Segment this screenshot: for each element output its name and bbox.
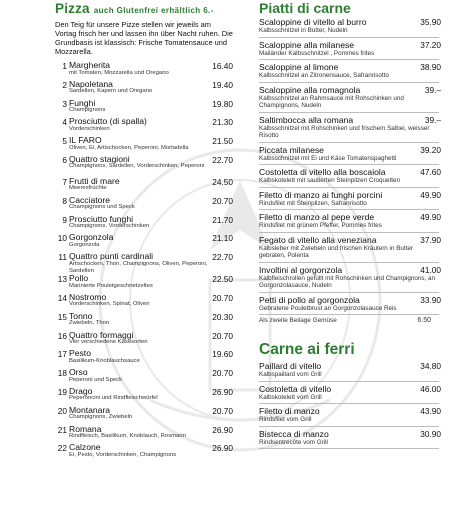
pizza-number: 11: [58, 252, 67, 263]
pizza-item: [55, 79, 233, 98]
pizza-name: Quattro punti cardinali: [69, 251, 154, 262]
pizza-name: Quattro stagioni: [69, 153, 130, 164]
meat-dish-description: Kalbsschnitzel an Rahmsauce mit Rohschinken und Champignons, Nudeln: [259, 94, 404, 109]
meat-dish-price: 39.–: [424, 84, 441, 95]
pizza-description: Artischocken, Thon, Champignons, Oliven, Peperoni, Sardellen: [69, 260, 208, 274]
pizza-price: 22.50: [212, 274, 233, 285]
pizza-description: Peperoni und Speck: [69, 376, 123, 383]
pizza-price: 20.70: [212, 195, 233, 206]
pizza-number: 8: [62, 195, 67, 206]
grill-dish-name: Bistecca di manzo: [259, 428, 329, 439]
pizza-name: Quattro formaggi: [69, 329, 134, 340]
pizza-item: [55, 386, 233, 405]
pizza-item: [55, 251, 233, 273]
pizza-number: 6: [62, 154, 67, 165]
pizza-description: Sardellen, Kapern und Oregano: [69, 88, 153, 95]
pizza-price: 22.70: [212, 154, 233, 165]
pizza-description: Vorderschinken, Spinat, Oliven: [69, 301, 150, 308]
meat-dish-price: 38.90: [420, 62, 441, 72]
pizza-name: Pesto: [69, 348, 91, 359]
pizza-description: Champignons, Zwiebeln: [69, 414, 133, 421]
pizza-number: 2: [62, 79, 67, 90]
meat-dish-description: Gebratene Pouletbrust an Gorgonzolasauce Reis: [259, 304, 397, 312]
pizza-name: Funghi: [69, 97, 96, 108]
divider-line: [259, 164, 439, 165]
pizza-price: 21.30: [212, 117, 233, 128]
meat-dish: [259, 212, 439, 233]
meat-dish: [259, 265, 439, 293]
pizza-number: 21: [57, 424, 67, 435]
pizza-title: Pizza: [55, 1, 90, 16]
meat-dish-description: Kalbsschnitzel an Zitronensauce, Safranrisotto: [259, 72, 389, 79]
pizza-subtitle: auch Glutenfrei erhältlich 6.-: [93, 6, 214, 15]
meat-dish: [259, 295, 439, 316]
pizza-number: 5: [62, 136, 67, 147]
pizza-number: 7: [62, 176, 67, 187]
meat-dish-price: 33.90: [420, 294, 441, 305]
meat-dish-description: Mailänder Kalbsschnitzel , Pommes frites: [259, 49, 375, 57]
pizza-item: [55, 232, 233, 251]
pizza-price: 26.90: [212, 443, 233, 454]
pizza-name: Prosciutto funghi: [69, 213, 134, 224]
pizza-price: 20.30: [212, 311, 233, 322]
pizza-column: [55, 0, 233, 461]
pizza-item: [55, 273, 233, 292]
grill-dish-description: Rindsfilet vom Grill: [259, 416, 312, 423]
divider-line: [259, 314, 439, 315]
grill-dish-description: Kalbspaillard vom Grill: [259, 371, 322, 378]
pizza-description: Marinierte Pouletgeschnetzeltes: [69, 282, 153, 289]
pizza-name: Margherita: [69, 60, 111, 70]
extra-side-price: 6.50: [417, 317, 431, 324]
divider-line: [259, 142, 439, 143]
pizza-name: IL FARO: [69, 135, 102, 146]
grill-dish-description: Rindsentrecôte vom Grill: [259, 438, 328, 446]
pizza-price: 21.70: [212, 214, 233, 225]
meat-dish-name: Scaloppine al limone: [259, 62, 339, 72]
pizza-name: Calzone: [69, 442, 101, 453]
pizza-description: Champignons: [69, 107, 106, 114]
meat-dish: [259, 85, 439, 113]
pizza-heading: [55, 1, 233, 18]
divider-line: [259, 262, 439, 263]
meat-dish-description: Kalbsschnitzel in Butter, Nudeln: [259, 27, 348, 34]
meat-dish: [259, 62, 439, 83]
grill-dish-name: Paillard di vitello: [259, 361, 322, 371]
meat-dish-description: Rindsfilet mit grünem Pfeffer, Pommes frites: [259, 222, 382, 229]
meat-dish-name: Saltimbocca alla romana: [259, 114, 354, 125]
pizza-description: Rindfleisch, Basilikum, Knoblauch, Rosmarin: [69, 433, 186, 440]
pizza-price: 20.70: [212, 292, 233, 303]
piatti-list: [259, 17, 439, 315]
meat-dish-price: 39.–: [424, 114, 441, 125]
divider-line: [259, 381, 439, 382]
pizza-description: Meeresfrüchte: [69, 185, 107, 192]
pizza-number: 10: [57, 233, 67, 244]
divider-line: [259, 426, 439, 427]
pizza-name: Romana: [69, 423, 102, 434]
pizza-price: 20.70: [212, 405, 233, 416]
meat-dish-price: 39.20: [420, 144, 441, 155]
grill-dish-price: 43.90: [420, 406, 441, 416]
pizza-item: [55, 311, 233, 330]
pizza-price: 19.80: [212, 98, 233, 109]
meat-dish-name: Filetto di manzo al pepe verde: [259, 212, 375, 222]
pizza-name: Tonno: [69, 310, 93, 321]
pizza-description: Zwiebeln, Thon: [69, 320, 110, 327]
pizza-number: 22: [57, 443, 67, 454]
meat-dish-description: Kalbsschnitzel mit Ei und Käse Tomatenspaghetti: [259, 154, 397, 162]
meat-dish-price: 37.90: [420, 234, 441, 245]
grill-dish-price: 30.90: [420, 428, 441, 439]
pizza-number: 1: [62, 61, 67, 71]
pizza-name: Prosciutto (di spalla): [69, 116, 147, 127]
pizza-name: Nostromo: [69, 291, 107, 302]
meat-dish-description: Rindsfilet mit Steinpilzen, Safranrisotto: [259, 199, 367, 207]
pizza-item: [55, 60, 233, 79]
pizza-number: 4: [62, 117, 67, 128]
pizza-number: 13: [57, 274, 67, 285]
pizza-item: [55, 154, 233, 176]
pizza-number: 17: [57, 349, 67, 360]
divider-line: [259, 292, 439, 293]
pizza-name: Montanara: [69, 404, 111, 415]
pizza-item: [55, 405, 233, 424]
meat-dish: [259, 40, 439, 61]
pizza-name: Cacciatore: [69, 194, 111, 205]
carne-list: [259, 361, 439, 449]
pizza-description: Vorderschinken: [69, 125, 110, 132]
pizza-item: [55, 442, 233, 461]
pizza-name: Gorgonzola: [69, 232, 114, 243]
meat-dish-name: Scaloppine alla romagnola: [259, 84, 361, 95]
divider-line: [259, 403, 439, 404]
pizza-number: 20: [57, 405, 67, 416]
pizza-price: 22.70: [212, 252, 233, 263]
pizza-price: 21.10: [212, 233, 233, 244]
divider-line: [259, 59, 439, 60]
pizza-description: Basilikum-Knoblauchsauce: [69, 357, 140, 364]
meat-dish-description: Kalbsschnitzel mit Rohschinken und frischem Salbei, weisser Risotto: [259, 124, 430, 139]
pizza-name: Frutti di mare: [69, 175, 120, 186]
meat-dish-description: Kalbskotelett mit sautierten Steinpilzen Croquetten: [259, 177, 401, 184]
pizza-price: 19.40: [212, 79, 233, 90]
pizza-price: 20.70: [212, 330, 233, 341]
pizza-description: Ei, Pesto, Vorderschinken, Champignons: [69, 451, 177, 458]
meat-dish-name: Scaloppine di vitello al burro: [259, 17, 367, 27]
pizza-item: [55, 195, 233, 214]
pizza-price: 26.90: [212, 424, 233, 435]
pizza-price: 19.60: [212, 349, 233, 360]
grill-dish-name: Costoletta di vitello: [259, 383, 332, 394]
pizza-item: [55, 424, 233, 443]
pizza-intro: Den Teig für unsere Pizze stellen wir jeweils am Vortag frisch her und lassen ihn über Nacht ruhen. Die Grundbasis ist klassisch: Frische Tomatensauce und Mozzarella.: [55, 20, 233, 56]
divider-line: [259, 187, 439, 188]
pizza-item: [55, 292, 233, 311]
pizza-description: Vier verschiedene Käsesorten: [69, 339, 148, 346]
pizza-list: [55, 60, 233, 461]
meat-dish-price: 37.20: [420, 39, 441, 50]
pizza-description: Champignons und Speck: [69, 204, 135, 211]
meat-dish: [259, 235, 439, 263]
meat-dish-description: Kalbfleischrollen gefüllt mit Rohschinken und Champignons, an Gorgonzolasauce, Nudeln: [259, 274, 436, 289]
pizza-price: 24.50: [212, 176, 233, 187]
divider-line: [259, 82, 439, 83]
divider-line: [259, 448, 439, 449]
pizza-item: [55, 116, 233, 135]
meat-dish-description: Kalbsleber mit Zwiebeln und frischen Kräutern in Butter gebraten, Polenta: [259, 244, 414, 259]
meat-dish: [259, 190, 439, 211]
pizza-number: 16: [57, 330, 67, 341]
pizza-description: Gorgonzola: [69, 241, 100, 248]
meat-dish-name: Costoletta di vitello alla boscaiola: [259, 167, 386, 177]
pizza-description: mit Tomaten, Mozzarella und Oregano: [69, 69, 169, 76]
divider-line: [259, 37, 439, 38]
pizza-price: 21.50: [212, 136, 233, 147]
pizza-item: [55, 176, 233, 195]
meat-dish-price: 49.90: [420, 189, 441, 200]
pizza-number: 19: [57, 386, 67, 397]
pizza-number: 14: [57, 292, 67, 303]
meat-column: [259, 0, 439, 451]
pizza-description: Champignons, Vorderschinken: [69, 223, 150, 230]
divider-line: [259, 232, 439, 233]
grill-dish: [259, 429, 439, 450]
grill-dish-description: Kalbskotelett vom Grill: [259, 393, 322, 401]
pizza-name: Orso: [69, 367, 88, 378]
pizza-item: [55, 214, 233, 233]
pizza-item: [55, 330, 233, 349]
pizza-item: [55, 98, 233, 117]
pizza-name: Drago: [69, 385, 93, 396]
pizza-price: 26.90: [212, 386, 233, 397]
grill-dish: [259, 361, 439, 382]
meat-dish: [259, 17, 439, 38]
carne-heading: Carne ai ferri: [259, 341, 355, 358]
pizza-number: 9: [62, 214, 67, 225]
piatti-heading: Piatti di carne: [259, 0, 351, 16]
meat-dish-price: 49.90: [420, 212, 441, 222]
meat-dish-price: 47.60: [420, 167, 441, 177]
pizza-price: 20.70: [212, 368, 233, 379]
divider-line: [259, 112, 439, 113]
divider-line: [259, 209, 439, 210]
meat-dish-name: Petti di pollo al gorgonzola: [259, 294, 360, 305]
pizza-item: [55, 135, 233, 154]
pizza-item: [55, 348, 233, 367]
grill-dish-price: 46.00: [420, 383, 441, 394]
pizza-number: 15: [57, 311, 67, 322]
extra-side-note: [259, 317, 439, 325]
extra-side-text: Als zweite Beilage Gemüse: [259, 317, 337, 324]
pizza-price: 16.40: [212, 61, 233, 71]
pizza-description: Champignons, Sardellen, Vorderschinken, Peperoni: [69, 163, 205, 170]
meat-dish-price: 41.00: [420, 264, 441, 275]
meat-dish-price: 35.90: [420, 17, 441, 27]
pizza-name: Pollo: [69, 273, 89, 284]
meat-dish-name: Fegato di vitello alla veneziana: [259, 234, 377, 245]
pizza-number: 18: [57, 368, 67, 379]
meat-dish: [259, 115, 439, 143]
grill-dish: [259, 384, 439, 405]
pizza-description: Peperoncini und Rindfleischwürfel: [69, 395, 158, 402]
pizza-number: 3: [62, 98, 67, 109]
meat-dish: [259, 145, 439, 166]
grill-dish: [259, 406, 439, 427]
pizza-description: Oliven, Ei, Artischocken, Peperoni, Mortadella: [69, 144, 189, 151]
pizza-name: Napoletana: [69, 78, 113, 89]
meat-dish-name: Filetto di manzo ai funghi porcini: [259, 189, 383, 200]
grill-dish-price: 34.80: [420, 361, 441, 371]
meat-dish: [259, 167, 439, 188]
meat-dish-name: Involtini al gorgonzola: [259, 264, 343, 275]
pizza-item: [55, 367, 233, 386]
grill-dish-name: Filetto di manzo: [259, 406, 320, 416]
meat-dish-name: Piccata milanese: [259, 144, 324, 155]
meat-dish-name: Scaloppine alla milanese: [259, 39, 355, 50]
